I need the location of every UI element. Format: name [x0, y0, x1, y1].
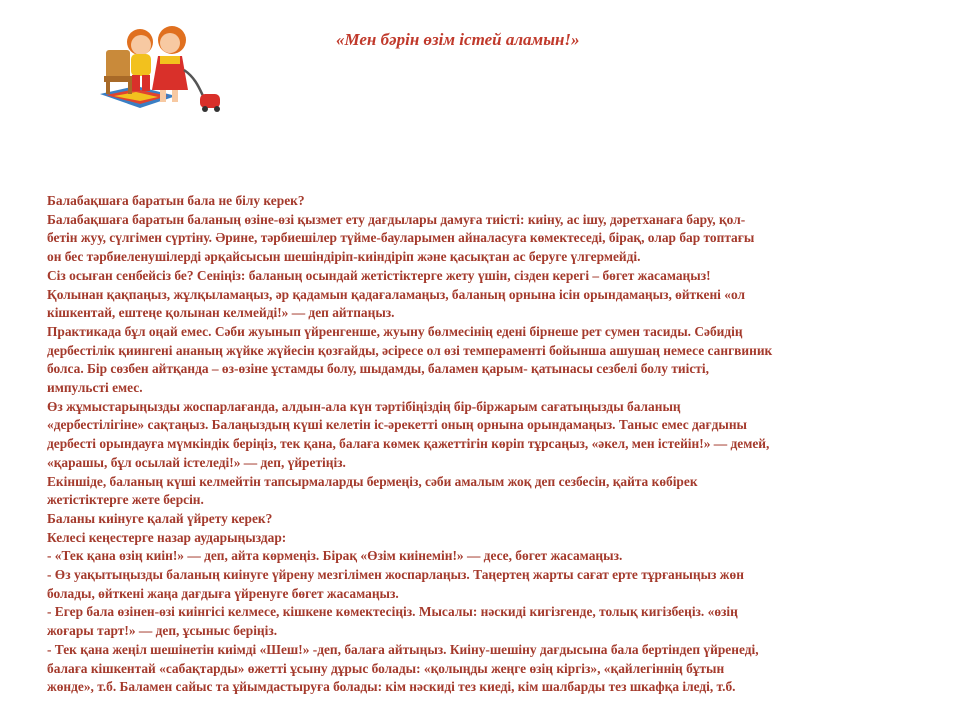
- text-line: кішкентай, ештеңе қолынан келмейді!» — деп айтпаңыз.: [47, 305, 395, 321]
- text-line: болады, өйткені жаңа дағдыға үйренуге бөгет жасамаңыз.: [47, 585, 399, 601]
- girl-leg: [160, 90, 166, 102]
- boy-face: [131, 35, 151, 55]
- girl-face: [160, 33, 180, 53]
- text-line: - «Тек қана өзің киін!» — деп, айта көрмеңіз. Бірақ «Өзім киінемін!» — десе, бөгет жасамаңыз.: [47, 548, 623, 564]
- text-line: балаға кішкентай «сабақтарды» өжетті ұсыну дұрыс болады: «қолыңды жеңге өзің кіргіз», «қайлегіннің бұтын: [47, 660, 725, 676]
- chair-leg: [106, 82, 110, 94]
- girl-collar: [160, 56, 180, 64]
- text-line: Балабақшаға баратын баланың өзіне-өзі қызмет ету дағдылары дамуға тиісті: киіну, ас ішу, дәретханаға бару, қол-: [47, 211, 746, 227]
- text-line: Практикада бұл оңай емес. Сәби жуынып үйренгенше, жуыну бөлмесінің едені бірнеше рет сумен тасиды. Сәбидің: [47, 323, 743, 339]
- text-line: жоғары тарт!» — деп, ұсыныс беріңіз.: [47, 623, 278, 639]
- boy-shirt: [131, 54, 151, 76]
- text-line: Баланы киінуге қалай үйрету керек?: [47, 510, 273, 526]
- boy-leg: [132, 75, 140, 91]
- text-line: жетістіктерге жете берсін.: [47, 492, 204, 508]
- boy-leg: [142, 75, 150, 91]
- text-line: «дербестілігіне» сақтаңыз. Балаңыздың күші келетін іс-әрекетті оның орнына орындамаңыз. Таныс емес дағдыны: [47, 417, 747, 433]
- children-cleaning-icon: [96, 20, 232, 115]
- children-cleaning-illustration: [96, 20, 232, 115]
- text-line: Екіншіде, баланың күші келмейтін тапсырмаларды бермеңіз, сәби амалым жоқ деп сезбесін, қайта көбірек: [47, 473, 698, 489]
- chair-leg: [128, 82, 132, 94]
- text-line: он бес тәрбиеленушілерді әрқайсысын шешіндіріп-киіндіріп және қасықтан ас беруге үлгермейді.: [47, 249, 641, 265]
- vacuum-hose: [184, 70, 204, 98]
- vacuum-body: [200, 94, 220, 108]
- chair-seat: [104, 76, 134, 82]
- text-line: - Тек қана жеңіл шешінетін киімді «Шеш!» -деп, балаға айтыңыз. Киіну-шешіну дағдысына бала бертіндеп үйренеді,: [47, 641, 759, 657]
- page-title: «Мен бәрін өзім істей аламын!»: [336, 30, 580, 49]
- text-line: Қолынан қақпаңыз, жұлқыламаңыз, әр қадамын қадағаламаңыз, баланың орнына ісін орындамаңыз, өйткені «ол: [47, 286, 745, 302]
- text-line: Сіз осыған сенбейсіз бе? Сеніңіз: баланың осындай жетістіктерге жету үшін, сізден керегі – бөгет жасамаңыз!: [47, 267, 711, 283]
- text-line: Өз жұмыстарыңызды жоспарлағанда, алдын-ала күн тәртібіңіздің бір-біржарым сағатыңызды баланың: [47, 398, 681, 414]
- girl-leg: [172, 90, 178, 102]
- article-body: [47, 192, 927, 697]
- text-line: бетін жуу, сүлгімен сүртіну. Әрине, тәрбиешілер түйме-бауларымен айналасуға көмектеседі, бірақ, олар бар топтағы: [47, 230, 755, 246]
- text-line: Балабақшаға баратын бала не білу керек?: [47, 193, 305, 208]
- text-line: импульсті емес.: [47, 380, 143, 396]
- text-line: - Егер бала өзінен-өзі киінгісі келмесе, кішкене көмектесіңіз. Мысалы: нәскиді кигізгенде, толық кигізбеңіз. «өзің: [47, 604, 738, 620]
- vacuum-wheel: [202, 106, 208, 112]
- text-line: Келесі кеңестерге назар аударыңыздар:: [47, 529, 287, 545]
- text-line: дербесті орындауға мүмкіндік беріңіз, тек қана, балаға көмек қажеттігін көріп тұрсаңыз, «әкел, мен істейін!» — демей,: [47, 436, 770, 452]
- text-line: болса. Бір сөзбен айтқанда – өз-өзіне ұстамды болу, шыдамды, баламен қарым- қатынасы сезбелі болу тиісті,: [47, 361, 709, 377]
- text-line: - Өз уақытыңызды баланың киінуге үйрену мезгілімен жоспарлаңыз. Таңертең жарты сағат ерте тұрғаныңыз жөн: [47, 567, 744, 583]
- text-line: дербестілік қиингені ананың жүйке жүйесін қозғайды, әсіресе ол өзі темпераменті бойынша ашушаң немесе сангвиник: [47, 342, 773, 358]
- text-line: «қарашы, бұл осылай істеледі!» — деп, үйретіңіз.: [47, 454, 346, 470]
- text-line: жөнде», т.б. Баламен сайыс та ұйымдастыруға болады: кім нәскиді тез киеді, кім шалбарды тез шкафқа іледі, т.б.: [47, 679, 736, 695]
- chair-back: [106, 50, 130, 80]
- vacuum-wheel: [214, 106, 220, 112]
